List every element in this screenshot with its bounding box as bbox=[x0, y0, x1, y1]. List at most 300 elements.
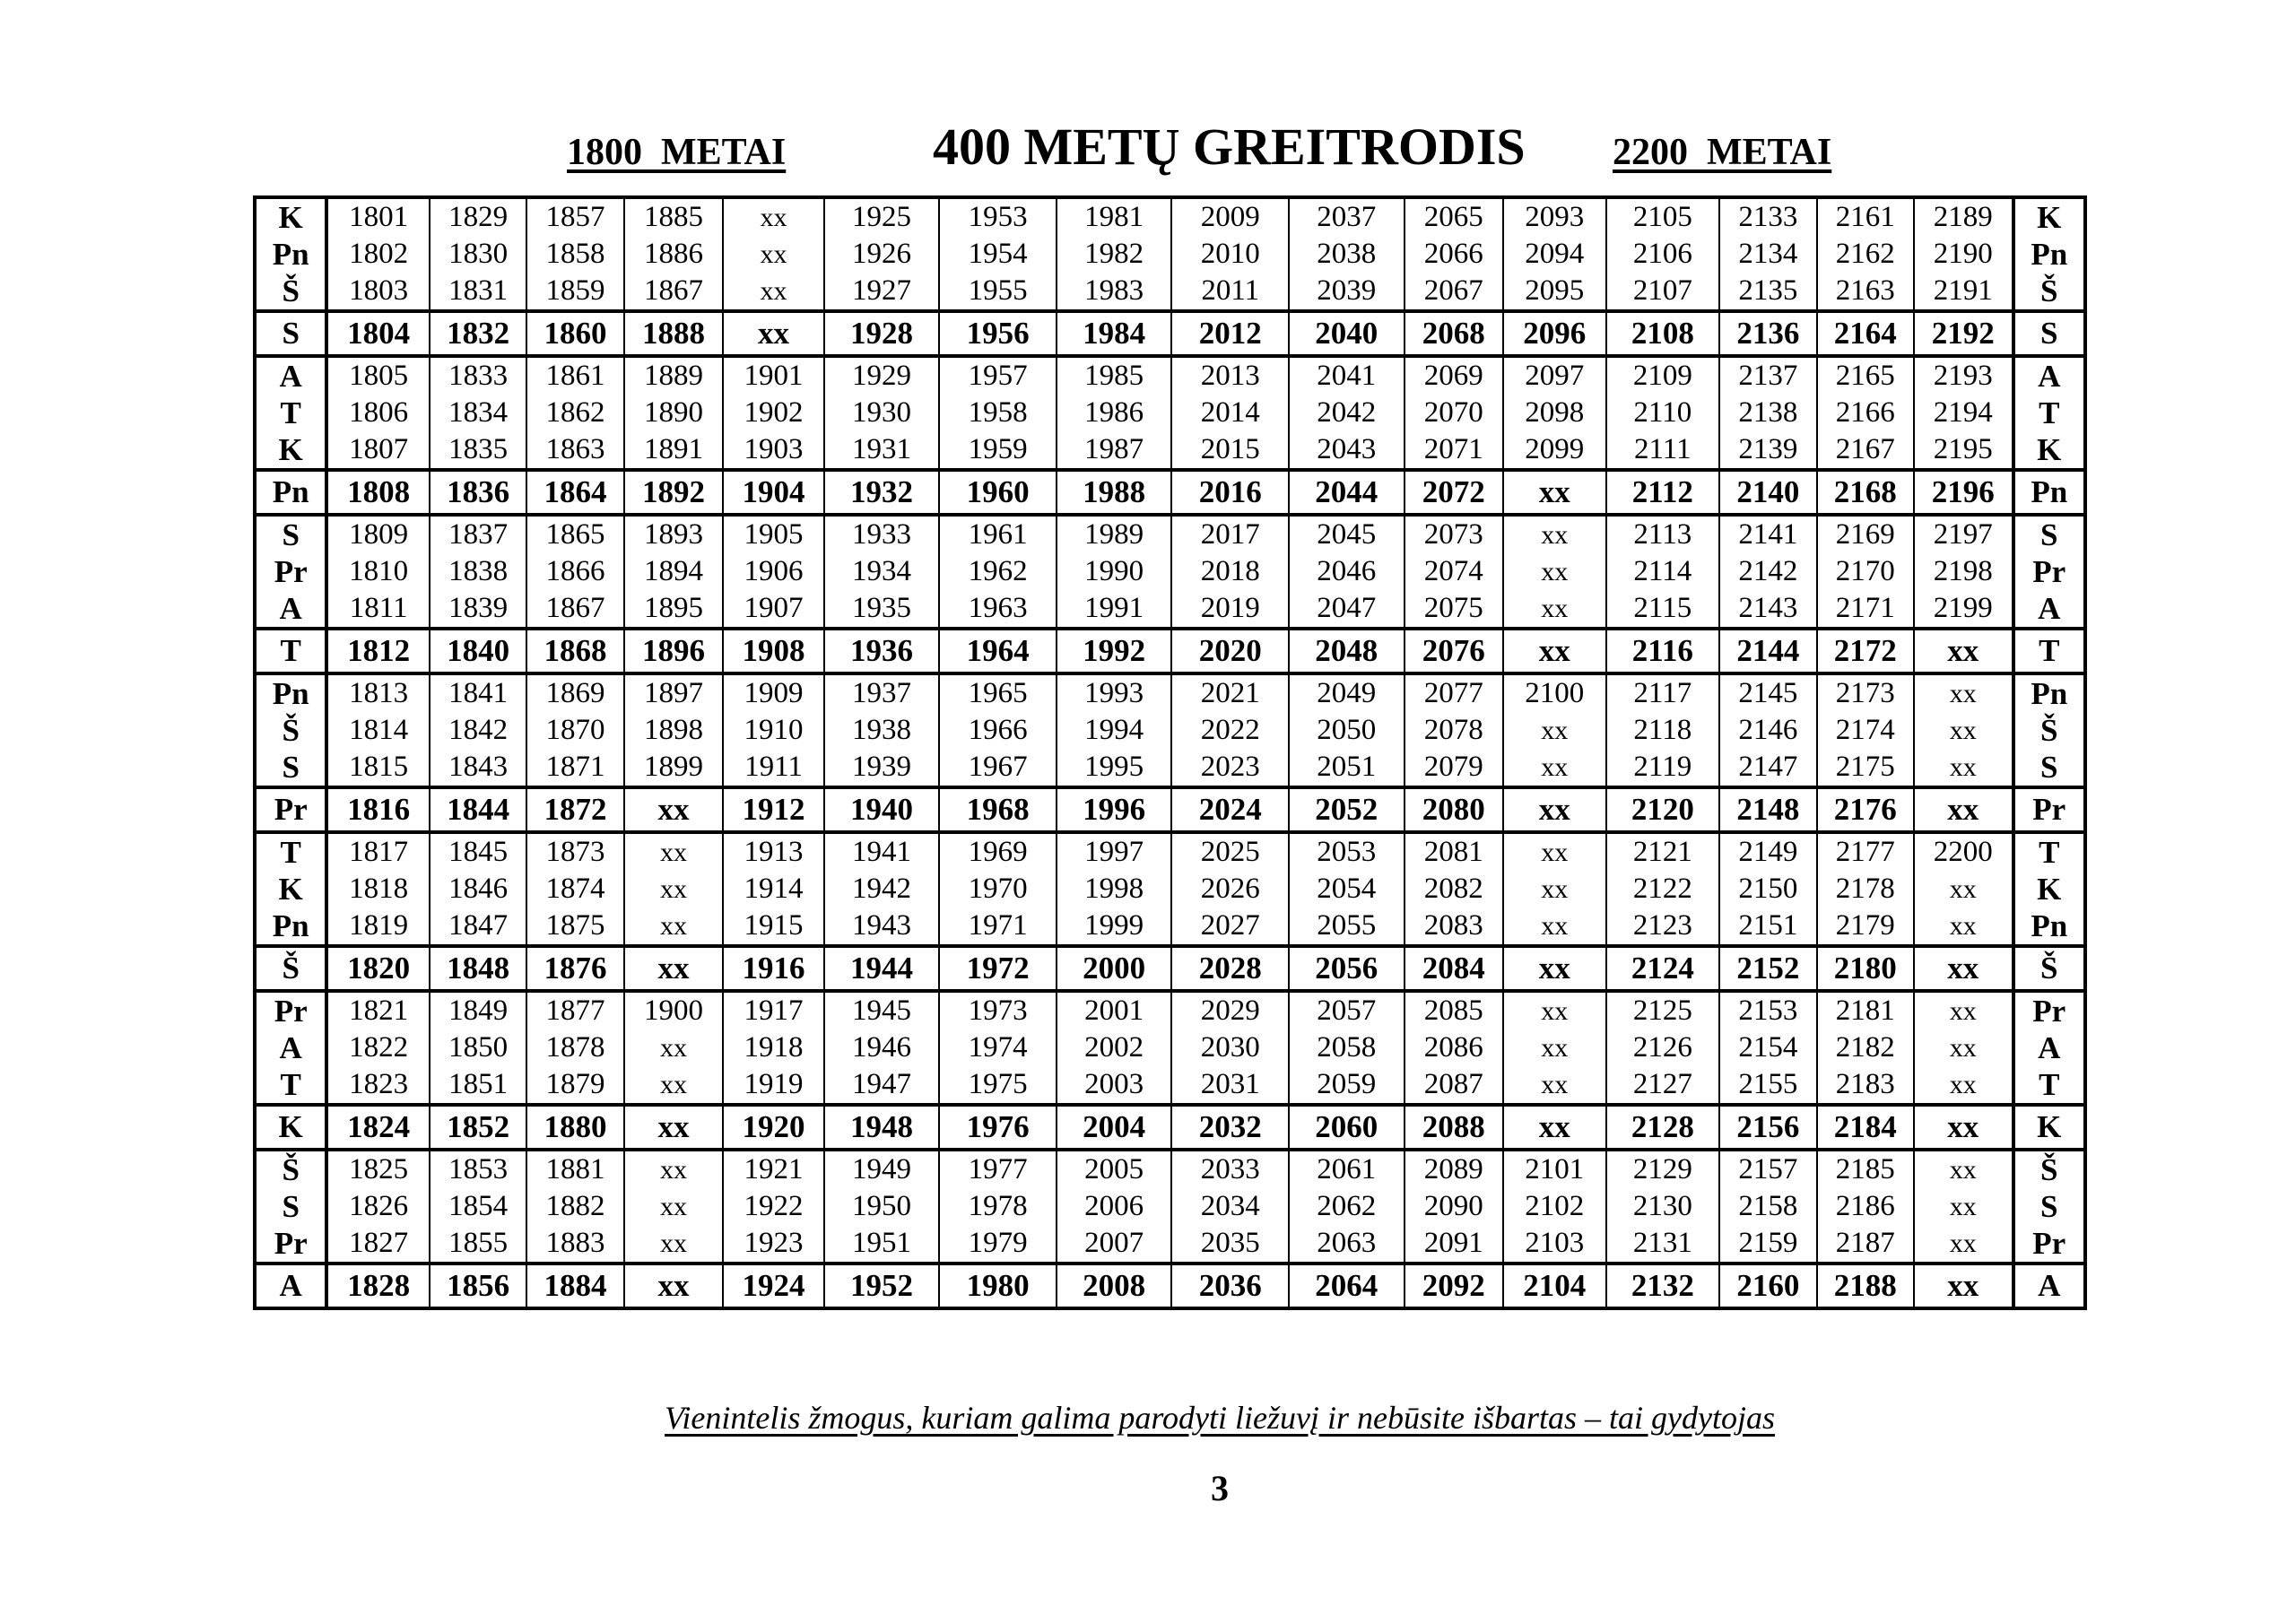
year-cell: 1831 bbox=[430, 273, 526, 311]
year-cell: 1853 bbox=[430, 1150, 526, 1188]
weekday-label-left: K bbox=[255, 197, 326, 236]
year-cell: 2131 bbox=[1606, 1225, 1720, 1264]
year-cell: 1867 bbox=[624, 273, 723, 311]
page-header bbox=[0, 117, 2296, 188]
year-cell: 2155 bbox=[1719, 1066, 1816, 1105]
year-cell: 1908 bbox=[723, 629, 823, 673]
year-cell: 1802 bbox=[326, 236, 430, 273]
year-cell: 2190 bbox=[1914, 236, 2013, 273]
year-cell: 1834 bbox=[430, 395, 526, 431]
year-cell: 2103 bbox=[1503, 1225, 1606, 1264]
year-cell: 2094 bbox=[1503, 236, 1606, 273]
year-cell: 2085 bbox=[1405, 991, 1503, 1029]
year-cell: 2021 bbox=[1171, 673, 1289, 712]
year-cell: xx bbox=[1503, 712, 1606, 749]
year-cell: xx bbox=[1914, 908, 2013, 946]
year-cell: 2157 bbox=[1719, 1150, 1816, 1188]
year-cell: 2015 bbox=[1171, 431, 1289, 470]
weekday-label-right: K bbox=[2013, 1105, 2085, 1150]
year-cell: 2183 bbox=[1817, 1066, 1914, 1105]
year-cell: 1990 bbox=[1057, 553, 1172, 590]
year-cell: 1851 bbox=[430, 1066, 526, 1105]
year-cell: 1827 bbox=[326, 1225, 430, 1264]
year-cell: 1999 bbox=[1057, 908, 1172, 946]
table-row bbox=[255, 946, 2085, 991]
year-cell: 2169 bbox=[1817, 515, 1914, 553]
year-cell: 2054 bbox=[1289, 871, 1405, 908]
year-cell: 2143 bbox=[1719, 590, 1816, 629]
year-cell: 2149 bbox=[1719, 832, 1816, 871]
table-row bbox=[255, 832, 2085, 871]
year-cell: xx bbox=[624, 1264, 723, 1308]
year-cell: 1907 bbox=[723, 590, 823, 629]
year-cell: 1850 bbox=[430, 1029, 526, 1066]
year-cell: 2188 bbox=[1817, 1264, 1914, 1308]
year-cell: xx bbox=[1914, 787, 2013, 832]
year-cell: 1829 bbox=[430, 197, 526, 236]
year-cell: 1894 bbox=[624, 553, 723, 590]
year-cell: 2042 bbox=[1289, 395, 1405, 431]
year-cell: xx bbox=[1503, 832, 1606, 871]
year-cell: 1897 bbox=[624, 673, 723, 712]
year-cell: xx bbox=[1503, 590, 1606, 629]
year-cell: 2138 bbox=[1719, 395, 1816, 431]
table-row bbox=[255, 553, 2085, 590]
year-cell: 1967 bbox=[939, 749, 1057, 787]
weekday-label-right: Š bbox=[2013, 1150, 2085, 1188]
year-cell: 1926 bbox=[824, 236, 940, 273]
weekday-label-left: Pn bbox=[255, 673, 326, 712]
page-number: 3 bbox=[1211, 1468, 1229, 1508]
weekday-label-left: Pr bbox=[255, 991, 326, 1029]
year-cell: 2109 bbox=[1606, 356, 1720, 395]
year-cell: 2179 bbox=[1817, 908, 1914, 946]
year-cell: 1950 bbox=[824, 1188, 940, 1225]
table-row bbox=[255, 787, 2085, 832]
year-cell: 1928 bbox=[824, 311, 940, 356]
header-left-label: 1800 METAI bbox=[567, 132, 787, 173]
weekday-label-left: T bbox=[255, 629, 326, 673]
year-cell: 2020 bbox=[1171, 629, 1289, 673]
weekday-label-right: Š bbox=[2013, 712, 2085, 749]
year-cell: 1917 bbox=[723, 991, 823, 1029]
year-cell: 1883 bbox=[526, 1225, 623, 1264]
year-cell: 2185 bbox=[1817, 1150, 1914, 1188]
year-cell: 2141 bbox=[1719, 515, 1816, 553]
year-cell: xx bbox=[624, 787, 723, 832]
year-cell: xx bbox=[1914, 1188, 2013, 1225]
weekday-label-right: Pr bbox=[2013, 1225, 2085, 1264]
year-cell: 1871 bbox=[526, 749, 623, 787]
year-cell: 1864 bbox=[526, 470, 623, 515]
year-cell: 1822 bbox=[326, 1029, 430, 1066]
year-cell: 2093 bbox=[1503, 197, 1606, 236]
weekday-label-right: Pr bbox=[2013, 787, 2085, 832]
year-cell: 2004 bbox=[1057, 1105, 1172, 1150]
year-cell: 1954 bbox=[939, 236, 1057, 273]
year-cell: 1816 bbox=[326, 787, 430, 832]
year-cell: 1804 bbox=[326, 311, 430, 356]
year-cell: xx bbox=[723, 236, 823, 273]
year-cell: 1810 bbox=[326, 553, 430, 590]
year-cell: 2017 bbox=[1171, 515, 1289, 553]
year-cell: 2130 bbox=[1606, 1188, 1720, 1225]
year-cell: 1996 bbox=[1057, 787, 1172, 832]
year-cell: 2104 bbox=[1503, 1264, 1606, 1308]
year-cell: 1974 bbox=[939, 1029, 1057, 1066]
weekday-label-right: Pn bbox=[2013, 908, 2085, 946]
year-cell: 2071 bbox=[1405, 431, 1503, 470]
year-cell: 2088 bbox=[1405, 1105, 1503, 1150]
weekday-label-right: A bbox=[2013, 356, 2085, 395]
year-cell: 1922 bbox=[723, 1188, 823, 1225]
year-cell: 2177 bbox=[1817, 832, 1914, 871]
year-cell: 1965 bbox=[939, 673, 1057, 712]
year-cell: 2193 bbox=[1914, 356, 2013, 395]
year-cell: 1985 bbox=[1057, 356, 1172, 395]
year-cell: 2126 bbox=[1606, 1029, 1720, 1066]
year-cell: 2161 bbox=[1817, 197, 1914, 236]
year-cell: 1870 bbox=[526, 712, 623, 749]
year-cell: xx bbox=[1503, 1066, 1606, 1105]
year-cell: 1969 bbox=[939, 832, 1057, 871]
year-cell: 1882 bbox=[526, 1188, 623, 1225]
year-cell: 2174 bbox=[1817, 712, 1914, 749]
year-cell: 1991 bbox=[1057, 590, 1172, 629]
year-cell: 1943 bbox=[824, 908, 940, 946]
year-cell: 2102 bbox=[1503, 1188, 1606, 1225]
weekday-label-right: T bbox=[2013, 395, 2085, 431]
weekday-label-left: A bbox=[255, 1029, 326, 1066]
year-cell: 2051 bbox=[1289, 749, 1405, 787]
weekday-label-left: Š bbox=[255, 273, 326, 311]
year-cell: 1995 bbox=[1057, 749, 1172, 787]
year-cell: 2091 bbox=[1405, 1225, 1503, 1264]
year-cell: 1983 bbox=[1057, 273, 1172, 311]
year-cell: 2120 bbox=[1606, 787, 1720, 832]
weekday-label-left: T bbox=[255, 832, 326, 871]
year-cell: 1971 bbox=[939, 908, 1057, 946]
year-cell: 1881 bbox=[526, 1150, 623, 1188]
year-cell: 1884 bbox=[526, 1264, 623, 1308]
year-cell: 1845 bbox=[430, 832, 526, 871]
year-cell: xx bbox=[1503, 991, 1606, 1029]
year-cell: 1986 bbox=[1057, 395, 1172, 431]
year-cell: 2164 bbox=[1817, 311, 1914, 356]
year-cell: 2110 bbox=[1606, 395, 1720, 431]
year-cell: 1987 bbox=[1057, 431, 1172, 470]
weekday-label-left: Pr bbox=[255, 553, 326, 590]
year-cell: 2142 bbox=[1719, 553, 1816, 590]
year-cell: 1837 bbox=[430, 515, 526, 553]
year-cell: 2024 bbox=[1171, 787, 1289, 832]
year-cell: 2010 bbox=[1171, 236, 1289, 273]
year-cell: 1843 bbox=[430, 749, 526, 787]
year-cell: 1818 bbox=[326, 871, 430, 908]
year-cell: 2101 bbox=[1503, 1150, 1606, 1188]
year-cell: xx bbox=[624, 832, 723, 871]
year-cell: 2009 bbox=[1171, 197, 1289, 236]
year-cell: 2172 bbox=[1817, 629, 1914, 673]
year-cell: 2162 bbox=[1817, 236, 1914, 273]
year-cell: 1862 bbox=[526, 395, 623, 431]
year-cell: 2046 bbox=[1289, 553, 1405, 590]
footer-quote: Vienintelis žmogus, kuriam galima parodyti liežuvį ir nebūsite išbartas – tai gydytojas bbox=[665, 1400, 1775, 1436]
year-cell: xx bbox=[1914, 673, 2013, 712]
year-cell: 1866 bbox=[526, 553, 623, 590]
year-cell: 2114 bbox=[1606, 553, 1720, 590]
year-cell: xx bbox=[624, 1225, 723, 1264]
year-cell: 1858 bbox=[526, 236, 623, 273]
table-row bbox=[255, 311, 2085, 356]
year-cell: 1835 bbox=[430, 431, 526, 470]
year-cell: 1923 bbox=[723, 1225, 823, 1264]
table-row bbox=[255, 470, 2085, 515]
year-cell: 1949 bbox=[824, 1150, 940, 1188]
year-cell: 1964 bbox=[939, 629, 1057, 673]
year-cell: 1975 bbox=[939, 1066, 1057, 1105]
year-cell: 1801 bbox=[326, 197, 430, 236]
weekday-label-left: Pn bbox=[255, 236, 326, 273]
table-row bbox=[255, 871, 2085, 908]
table-row bbox=[255, 629, 2085, 673]
year-cell: 2098 bbox=[1503, 395, 1606, 431]
weekday-label-right: A bbox=[2013, 1264, 2085, 1308]
year-cell: 1978 bbox=[939, 1188, 1057, 1225]
year-cell: 1885 bbox=[624, 197, 723, 236]
year-cell: 1821 bbox=[326, 991, 430, 1029]
year-cell: 1896 bbox=[624, 629, 723, 673]
table-row bbox=[255, 590, 2085, 629]
weekday-label-left: Š bbox=[255, 1150, 326, 1188]
year-cell: 2083 bbox=[1405, 908, 1503, 946]
weekday-label-right: A bbox=[2013, 590, 2085, 629]
year-cell: 1869 bbox=[526, 673, 623, 712]
year-cell: 1865 bbox=[526, 515, 623, 553]
weekday-label-left: A bbox=[255, 1264, 326, 1308]
year-cell: 2168 bbox=[1817, 470, 1914, 515]
year-cell: 2125 bbox=[1606, 991, 1720, 1029]
year-cell: xx bbox=[1914, 1105, 2013, 1150]
year-cell: 1820 bbox=[326, 946, 430, 991]
year-cell: 1946 bbox=[824, 1029, 940, 1066]
weekday-label-left: Pn bbox=[255, 908, 326, 946]
year-cell: 1876 bbox=[526, 946, 623, 991]
table-row bbox=[255, 431, 2085, 470]
year-cell: 1972 bbox=[939, 946, 1057, 991]
year-cell: 1812 bbox=[326, 629, 430, 673]
year-cell: xx bbox=[1503, 871, 1606, 908]
year-cell: 1825 bbox=[326, 1150, 430, 1188]
year-cell: 2032 bbox=[1171, 1105, 1289, 1150]
year-cell: 1889 bbox=[624, 356, 723, 395]
year-cell: xx bbox=[624, 1105, 723, 1150]
table-row bbox=[255, 1188, 2085, 1225]
year-cell: xx bbox=[1503, 1029, 1606, 1066]
weekday-label-right: K bbox=[2013, 197, 2085, 236]
table-row bbox=[255, 1225, 2085, 1264]
year-cell: 2077 bbox=[1405, 673, 1503, 712]
year-cell: 2198 bbox=[1914, 553, 2013, 590]
year-cell: 1838 bbox=[430, 553, 526, 590]
year-cell: xx bbox=[624, 946, 723, 991]
year-cell: 2133 bbox=[1719, 197, 1816, 236]
weekday-label-left: K bbox=[255, 1105, 326, 1150]
year-cell: 2166 bbox=[1817, 395, 1914, 431]
year-cell: 1956 bbox=[939, 311, 1057, 356]
year-cell: xx bbox=[1914, 1029, 2013, 1066]
year-cell: 1984 bbox=[1057, 311, 1172, 356]
year-cell: 2167 bbox=[1817, 431, 1914, 470]
year-cell: 1895 bbox=[624, 590, 723, 629]
weekday-label-left: S bbox=[255, 311, 326, 356]
weekday-label-right: K bbox=[2013, 431, 2085, 470]
year-cell: 2056 bbox=[1289, 946, 1405, 991]
year-cell: 2127 bbox=[1606, 1066, 1720, 1105]
year-cell: 1993 bbox=[1057, 673, 1172, 712]
year-cell: 2154 bbox=[1719, 1029, 1816, 1066]
year-cell: 2047 bbox=[1289, 590, 1405, 629]
weekday-label-right: Pr bbox=[2013, 991, 2085, 1029]
weekday-label-left: K bbox=[255, 871, 326, 908]
year-cell: 2030 bbox=[1171, 1029, 1289, 1066]
year-cell: xx bbox=[1914, 1066, 2013, 1105]
year-cell: 1878 bbox=[526, 1029, 623, 1066]
year-cell: 2007 bbox=[1057, 1225, 1172, 1264]
year-cell: 2049 bbox=[1289, 673, 1405, 712]
year-cell: 2118 bbox=[1606, 712, 1720, 749]
year-cell: 1966 bbox=[939, 712, 1057, 749]
year-cell: 1912 bbox=[723, 787, 823, 832]
year-cell: 2106 bbox=[1606, 236, 1720, 273]
year-cell: 1855 bbox=[430, 1225, 526, 1264]
year-cell: 2186 bbox=[1817, 1188, 1914, 1225]
year-cell: 1861 bbox=[526, 356, 623, 395]
year-cell: 1948 bbox=[824, 1105, 940, 1150]
year-cell: 1875 bbox=[526, 908, 623, 946]
year-cell: 1931 bbox=[824, 431, 940, 470]
year-cell: 1989 bbox=[1057, 515, 1172, 553]
weekday-label-left: Pr bbox=[255, 787, 326, 832]
year-cell: 2006 bbox=[1057, 1188, 1172, 1225]
weekday-label-left: Š bbox=[255, 712, 326, 749]
year-cell: 1919 bbox=[723, 1066, 823, 1105]
weekday-label-right: Pr bbox=[2013, 553, 2085, 590]
year-cell: 1911 bbox=[723, 749, 823, 787]
table-row bbox=[255, 515, 2085, 553]
year-cell: 2129 bbox=[1606, 1150, 1720, 1188]
year-cell: 1901 bbox=[723, 356, 823, 395]
year-cell: 2037 bbox=[1289, 197, 1405, 236]
year-cell: 1817 bbox=[326, 832, 430, 871]
year-cell: 1925 bbox=[824, 197, 940, 236]
year-cell: 1980 bbox=[939, 1264, 1057, 1308]
year-cell: 2175 bbox=[1817, 749, 1914, 787]
year-cell: 2076 bbox=[1405, 629, 1503, 673]
year-cell: 1904 bbox=[723, 470, 823, 515]
year-cell: 2199 bbox=[1914, 590, 2013, 629]
year-cell: xx bbox=[1503, 787, 1606, 832]
year-cell: 2195 bbox=[1914, 431, 2013, 470]
year-cell: 2050 bbox=[1289, 712, 1405, 749]
year-cell: xx bbox=[1914, 1225, 2013, 1264]
year-cell: 1951 bbox=[824, 1225, 940, 1264]
year-cell: 2013 bbox=[1171, 356, 1289, 395]
year-cell: 1879 bbox=[526, 1066, 623, 1105]
year-cell: 2159 bbox=[1719, 1225, 1816, 1264]
year-cell: 1906 bbox=[723, 553, 823, 590]
year-cell: 2081 bbox=[1405, 832, 1503, 871]
year-cell: 1823 bbox=[326, 1066, 430, 1105]
year-cell: 1916 bbox=[723, 946, 823, 991]
year-cell: 2016 bbox=[1171, 470, 1289, 515]
year-cell: 1932 bbox=[824, 470, 940, 515]
weekday-label-left: A bbox=[255, 590, 326, 629]
year-cell: 1935 bbox=[824, 590, 940, 629]
year-cell: xx bbox=[1503, 946, 1606, 991]
year-cell: xx bbox=[723, 311, 823, 356]
year-cell: 1806 bbox=[326, 395, 430, 431]
year-cell: 2152 bbox=[1719, 946, 1816, 991]
year-cell: 1902 bbox=[723, 395, 823, 431]
table-row bbox=[255, 395, 2085, 431]
year-cell: 2150 bbox=[1719, 871, 1816, 908]
year-cell: 1847 bbox=[430, 908, 526, 946]
table-row bbox=[255, 1150, 2085, 1188]
year-cell: 2115 bbox=[1606, 590, 1720, 629]
weekday-label-right: A bbox=[2013, 1029, 2085, 1066]
year-cell: 2171 bbox=[1817, 590, 1914, 629]
year-cell: 1898 bbox=[624, 712, 723, 749]
year-cell: 2140 bbox=[1719, 470, 1816, 515]
year-cell: 1909 bbox=[723, 673, 823, 712]
year-cell: 2022 bbox=[1171, 712, 1289, 749]
year-cell: 2200 bbox=[1914, 832, 2013, 871]
table-row bbox=[255, 712, 2085, 749]
year-cell: 1958 bbox=[939, 395, 1057, 431]
year-cell: 2184 bbox=[1817, 1105, 1914, 1150]
year-cell: xx bbox=[1503, 908, 1606, 946]
year-cell: 1937 bbox=[824, 673, 940, 712]
year-cell: 2108 bbox=[1606, 311, 1720, 356]
year-cell: 2028 bbox=[1171, 946, 1289, 991]
year-cell: 1940 bbox=[824, 787, 940, 832]
year-cell: 2176 bbox=[1817, 787, 1914, 832]
year-cell: 1988 bbox=[1057, 470, 1172, 515]
year-cell: 2163 bbox=[1817, 273, 1914, 311]
year-cell: 1872 bbox=[526, 787, 623, 832]
weekday-label-left: Pr bbox=[255, 1225, 326, 1264]
table-row bbox=[255, 991, 2085, 1029]
year-cell: 1839 bbox=[430, 590, 526, 629]
year-cell: 1815 bbox=[326, 749, 430, 787]
year-cell: 1936 bbox=[824, 629, 940, 673]
year-cell: xx bbox=[1914, 712, 2013, 749]
year-cell: xx bbox=[1914, 871, 2013, 908]
year-cell: 1852 bbox=[430, 1105, 526, 1150]
weekday-label-right: Pn bbox=[2013, 470, 2085, 515]
year-cell: 1903 bbox=[723, 431, 823, 470]
year-cell: xx bbox=[1914, 1150, 2013, 1188]
year-cell: 1900 bbox=[624, 991, 723, 1029]
year-cell: 1807 bbox=[326, 431, 430, 470]
year-cell: 2068 bbox=[1405, 311, 1503, 356]
year-cell: 2196 bbox=[1914, 470, 2013, 515]
year-cell: 1914 bbox=[723, 871, 823, 908]
year-cell: 2063 bbox=[1289, 1225, 1405, 1264]
table-row bbox=[255, 1264, 2085, 1308]
year-cell: 2078 bbox=[1405, 712, 1503, 749]
